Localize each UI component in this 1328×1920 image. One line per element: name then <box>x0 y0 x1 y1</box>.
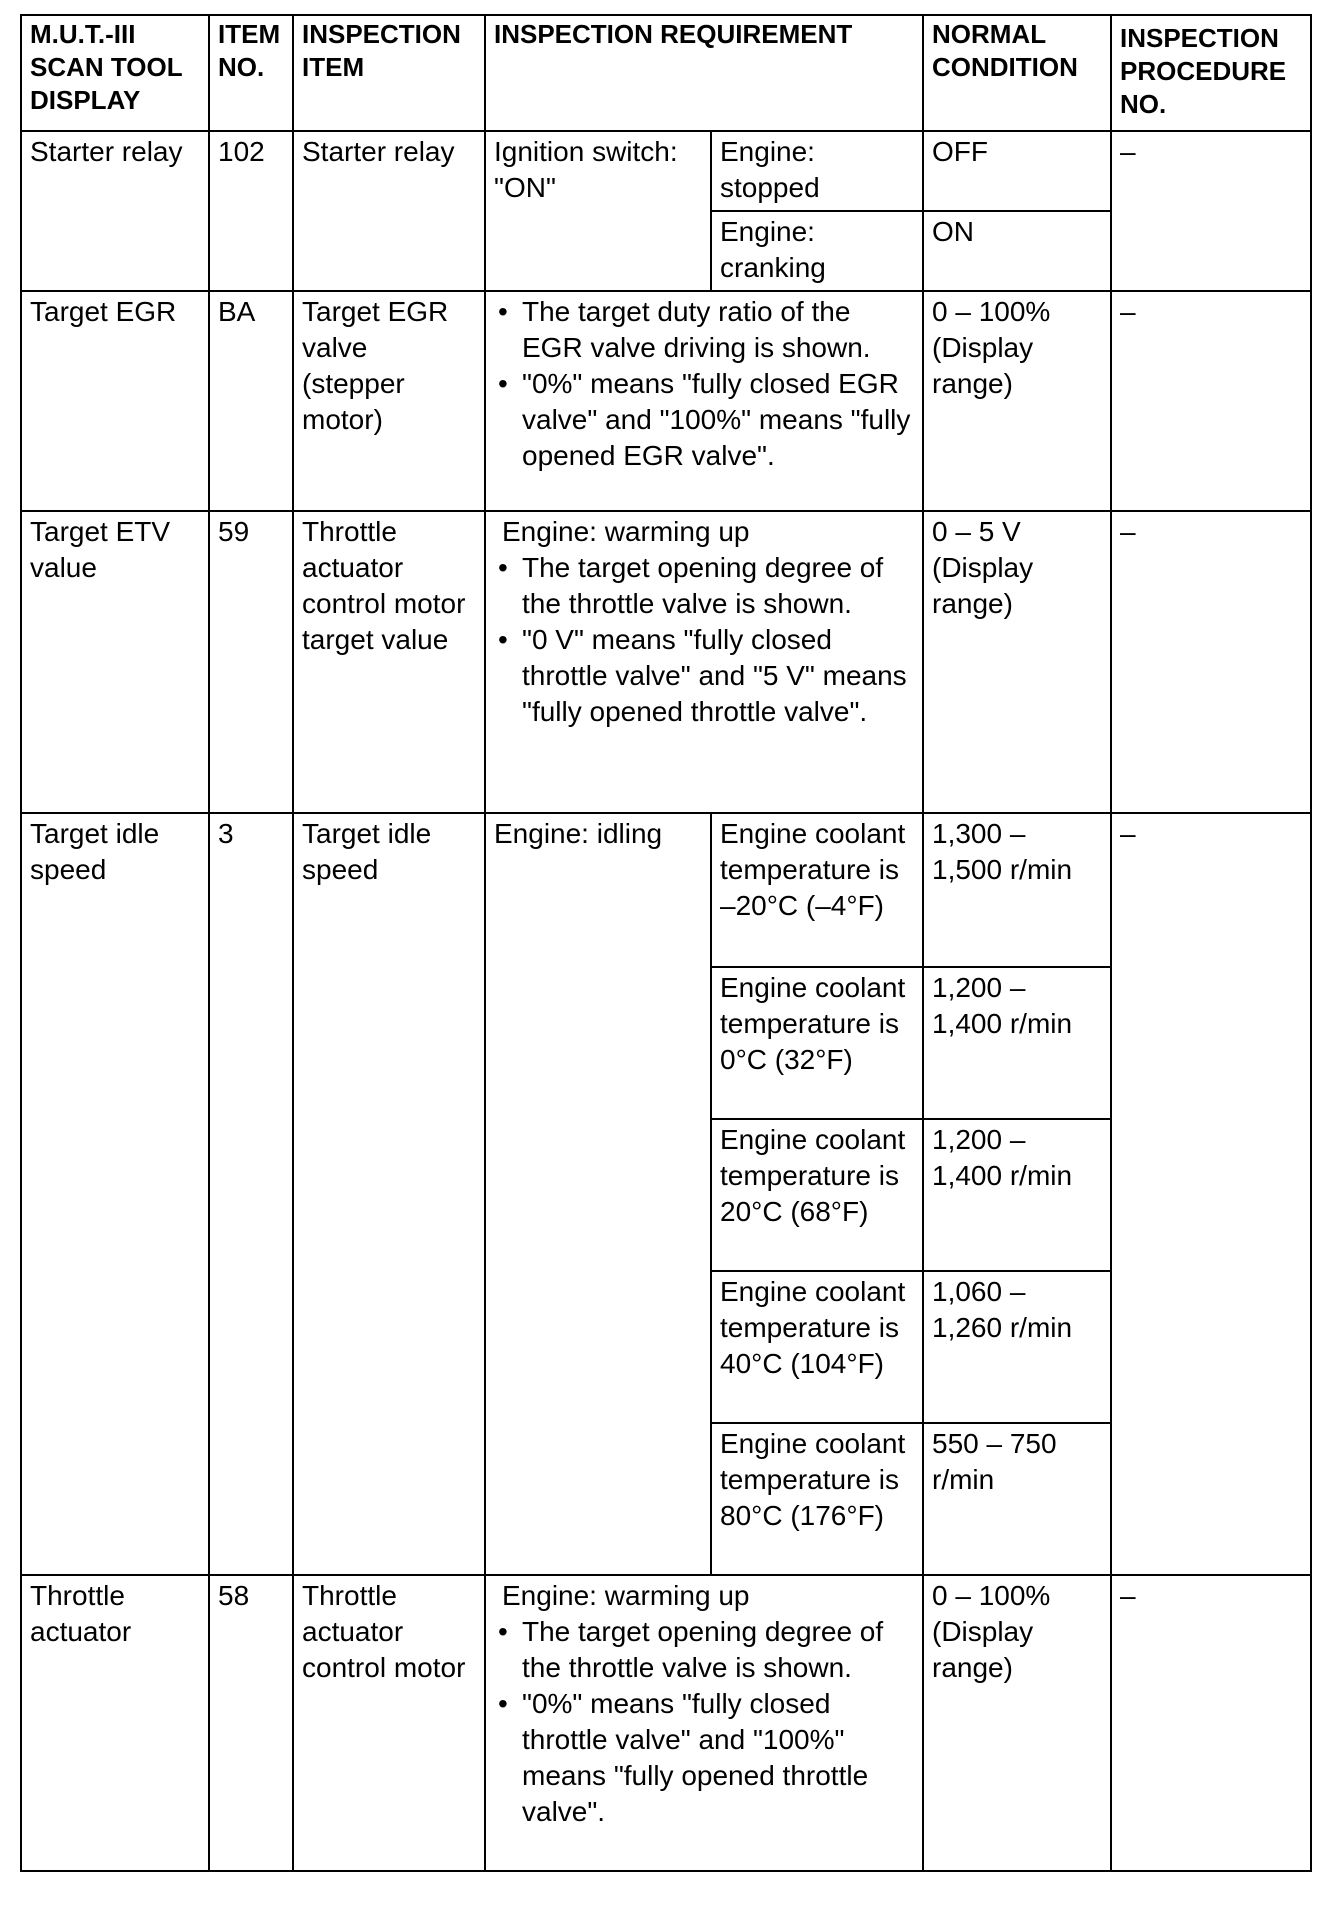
cell-display: Throttle actuator <box>21 1575 209 1871</box>
cell-normal: 1,200 – 1,400 r/min <box>923 967 1111 1119</box>
requirement-list <box>494 1614 914 1830</box>
cell-normal: 0 – 5 V (Display range) <box>923 511 1111 813</box>
header-procedure: INSPECTION PROCEDURE NO. <box>1111 15 1311 131</box>
cell-display: Target idle speed <box>21 813 209 1575</box>
header-normal: NORMAL CONDITION <box>923 15 1111 131</box>
cell-normal: 550 – 750 r/min <box>923 1423 1111 1575</box>
cell-display: Target EGR <box>21 291 209 511</box>
condition-heading: Engine: warming up <box>502 1580 750 1611</box>
list-item: • The target opening degree of the throttle valve is shown. <box>494 1614 914 1686</box>
cell-condition: Engine: stopped <box>711 131 923 211</box>
header-item-no: ITEM NO. <box>209 15 293 131</box>
cell-condition: Engine coolant temperature is 0°C (32°F) <box>711 967 923 1119</box>
cell-procedure: – <box>1111 1575 1311 1871</box>
header-row <box>21 15 1311 131</box>
cell-item: Target EGR valve (stepper motor) <box>293 291 485 511</box>
table-row <box>21 131 1311 211</box>
inspection-table <box>20 14 1312 1872</box>
cell-condition: Engine coolant temperature is 80°C (176°F) <box>711 1423 923 1575</box>
cell-condition: Engine coolant temperature is 20°C (68°F) <box>711 1119 923 1271</box>
cell-item: Target idle speed <box>293 813 485 1575</box>
cell-item-no: 58 <box>209 1575 293 1871</box>
cell-normal: 1,060 – 1,260 r/min <box>923 1271 1111 1423</box>
page <box>20 14 1312 1872</box>
cell-item-no: 102 <box>209 131 293 291</box>
list-item: • "0 V" means "fully closed throttle valve" and "5 V" means "fully opened throttle valve". <box>494 622 914 730</box>
cell-requirement <box>485 1575 923 1871</box>
cell-item: Throttle actuator control motor target value <box>293 511 485 813</box>
cell-normal: 0 – 100% (Display range) <box>923 1575 1111 1871</box>
list-item: • "0%" means "fully closed throttle valve" and "100%" means "fully opened throttle valve". <box>494 1686 914 1830</box>
cell-normal: 1,200 – 1,400 r/min <box>923 1119 1111 1271</box>
cell-display: Starter relay <box>21 131 209 291</box>
cell-requirement <box>485 291 923 511</box>
requirement-list <box>494 294 914 474</box>
cell-item: Throttle actuator control motor <box>293 1575 485 1871</box>
cell-procedure: – <box>1111 131 1311 291</box>
table-row <box>21 813 1311 967</box>
cell-condition: Engine coolant temperature is 40°C (104°F) <box>711 1271 923 1423</box>
header-inspection-item: INSPECTION ITEM <box>293 15 485 131</box>
table-row <box>21 511 1311 813</box>
cell-condition: Engine: cranking <box>711 211 923 291</box>
cell-requirement <box>485 511 923 813</box>
cell-display: Target ETV value <box>21 511 209 813</box>
requirement-list <box>494 550 914 730</box>
cell-normal: 0 – 100% (Display range) <box>923 291 1111 511</box>
cell-item: Starter relay <box>293 131 485 291</box>
list-item: • The target opening degree of the throttle valve is shown. <box>494 550 914 622</box>
condition-heading: Engine: warming up <box>502 516 750 547</box>
cell-procedure: – <box>1111 511 1311 813</box>
cell-procedure: – <box>1111 813 1311 1575</box>
list-item: • "0%" means "fully closed EGR valve" and "100%" means "fully opened EGR valve". <box>494 366 914 474</box>
header-requirement: INSPECTION REQUIREMENT <box>485 15 923 131</box>
cell-normal: 1,300 – 1,500 r/min <box>923 813 1111 967</box>
cell-item-no: 59 <box>209 511 293 813</box>
cell-normal: ON <box>923 211 1111 291</box>
cell-procedure: – <box>1111 291 1311 511</box>
cell-item-no: BA <box>209 291 293 511</box>
table-row <box>21 291 1311 511</box>
header-display: M.U.T.-III SCAN TOOL DISPLAY <box>21 15 209 131</box>
cell-requirement: Engine: idling <box>485 813 711 1575</box>
cell-requirement: Ignition switch: "ON" <box>485 131 711 291</box>
cell-item-no: 3 <box>209 813 293 1575</box>
cell-condition: Engine coolant temperature is –20°C (–4°F) <box>711 813 923 967</box>
table-row <box>21 1575 1311 1871</box>
list-item: • The target duty ratio of the EGR valve driving is shown. <box>494 294 914 366</box>
cell-normal: OFF <box>923 131 1111 211</box>
